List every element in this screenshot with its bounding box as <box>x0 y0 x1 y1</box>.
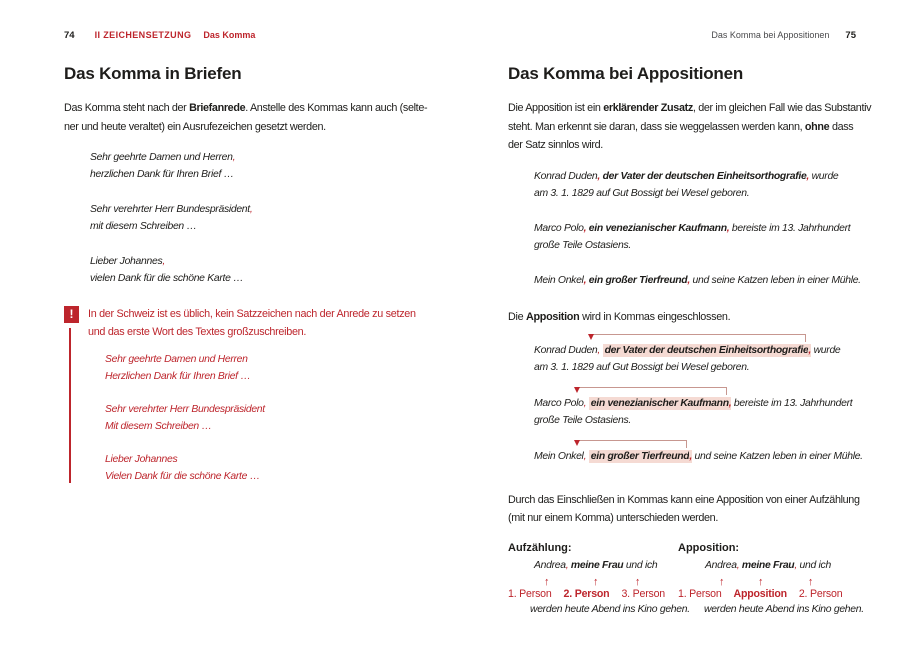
apposition-example-3: Mein Onkel, ein großer Tierfreund, und seine Katzen leben in einer Mühle. <box>534 274 861 286</box>
enumeration-heading: Aufzählung: <box>508 541 572 554</box>
apposition-sentence: Andrea, meine Frau, und ich <box>705 559 831 571</box>
right-section-title: Das Komma bei Appositionen <box>508 64 744 83</box>
right-page <box>508 30 872 637</box>
up-arrow-icon: ↑ <box>592 575 599 588</box>
apposition-labels: 1. Person Apposition 2. Person <box>678 587 843 600</box>
left-running-head <box>64 30 456 42</box>
up-arrow-icon: ↑ <box>757 575 764 588</box>
comma-rule-sentence: Die Apposition wird in Kommas eingeschlossen. <box>508 310 731 323</box>
swiss-usage-note <box>64 305 456 485</box>
apposition-arrows <box>678 572 864 588</box>
enumeration-arrows <box>508 572 690 588</box>
letter-example-2: Sehr verehrter Herr Bundespräsident, mit diesem Schreiben … <box>90 204 253 232</box>
exclamation-icon: ! <box>64 306 79 323</box>
part-label: II ZEICHENSETZUNG <box>94 30 192 40</box>
note-example-3: Lieber Johannes Vielen Dank für die schöne Karte … <box>105 454 260 482</box>
apposition-closing: werden heute Abend ins Kino gehen. <box>704 603 864 615</box>
highlighted-example-1: Konrad Duden, der Vater der deutschen Einheitsorthografie, wurde am 3. 1. 1829 auf Gut Bossigt bei Wesel geboren. <box>534 344 841 373</box>
highlighted-example-3: Mein Onkel, ein großer Tierfreund, und seine Katzen leben in einer Mühle. <box>534 450 863 462</box>
right-page-number: 75 <box>845 30 856 41</box>
up-arrow-icon: ↑ <box>544 575 550 588</box>
note-example-2: Sehr verehrter Herr Bundespräsident Mit diesem Schreiben … <box>105 404 265 432</box>
apposition-column <box>678 542 864 615</box>
closing-paragraph: Durch das Einschließen in Kommas kann eine Apposition von einer Aufzählung (mit nur einem Komma) unterschieden werden. <box>508 493 860 524</box>
enumeration-labels: 1. Person 2. Person 3. Person <box>508 587 665 600</box>
right-running-head <box>508 30 856 42</box>
up-arrow-icon: ↑ <box>634 575 641 588</box>
letter-example-3: Lieber Johannes, vielen Dank für die schöne Karte … <box>90 256 244 284</box>
apposition-example-2: Marco Polo, ein venezianischer Kaufmann, bereiste im 13. Jahrhundert große Teile Ostasiens. <box>534 222 851 251</box>
letter-example-1: Sehr geehrte Damen und Herren, herzlichen Dank für Ihren Brief … <box>90 152 236 180</box>
left-page <box>64 30 456 485</box>
enumeration-sentence: Andrea, meine Frau und ich <box>534 559 658 571</box>
highlighted-example-2: Marco Polo, ein venezianischer Kaufmann, bereiste im 13. Jahrhundert große Teile Ostasiens. <box>534 397 853 426</box>
left-page-number: 74 <box>64 30 75 41</box>
note-accent-line <box>69 328 71 483</box>
enumeration-column <box>508 542 690 615</box>
up-arrow-icon: ↑ <box>719 575 725 588</box>
note-text: In der Schweiz ist es üblich, kein Satzzeichen nach der Anrede zu setzen und das erste Wort des Textes großzuschreiben. <box>88 308 416 338</box>
chapter-label: Das Komma <box>203 30 256 40</box>
comparison-section <box>508 541 864 637</box>
apposition-example-1: Konrad Duden, der Vater der deutschen Einheitsorthografie, wurde am 3. 1. 1829 auf Gut Bossigt bei Wesel geboren. <box>534 170 839 199</box>
note-example-1: Sehr geehrte Damen und Herren Herzlichen Dank für Ihren Brief … <box>105 354 251 382</box>
section-label: Das Komma bei Appositionen <box>711 30 830 40</box>
left-section-title: Das Komma in Briefen <box>64 64 242 83</box>
up-arrow-icon: ↑ <box>807 575 814 588</box>
enumeration-closing: werden heute Abend ins Kino gehen. <box>530 603 690 615</box>
right-intro-paragraph: Die Apposition ist ein erklärender Zusatz, der im gleichen Fall wie das Substantiv steht. Man erkennt sie daran, dass sie weggelassen werden kann, ohne dass der Satz sinnlos wird. <box>508 102 872 151</box>
left-intro-paragraph: Das Komma steht nach der Briefanrede. Anstelle des Kommas kann auch (selte- ner und heute veraltet) ein Ausrufezeichen gesetzt werden. <box>64 102 428 133</box>
apposition-heading: Apposition: <box>678 541 740 554</box>
